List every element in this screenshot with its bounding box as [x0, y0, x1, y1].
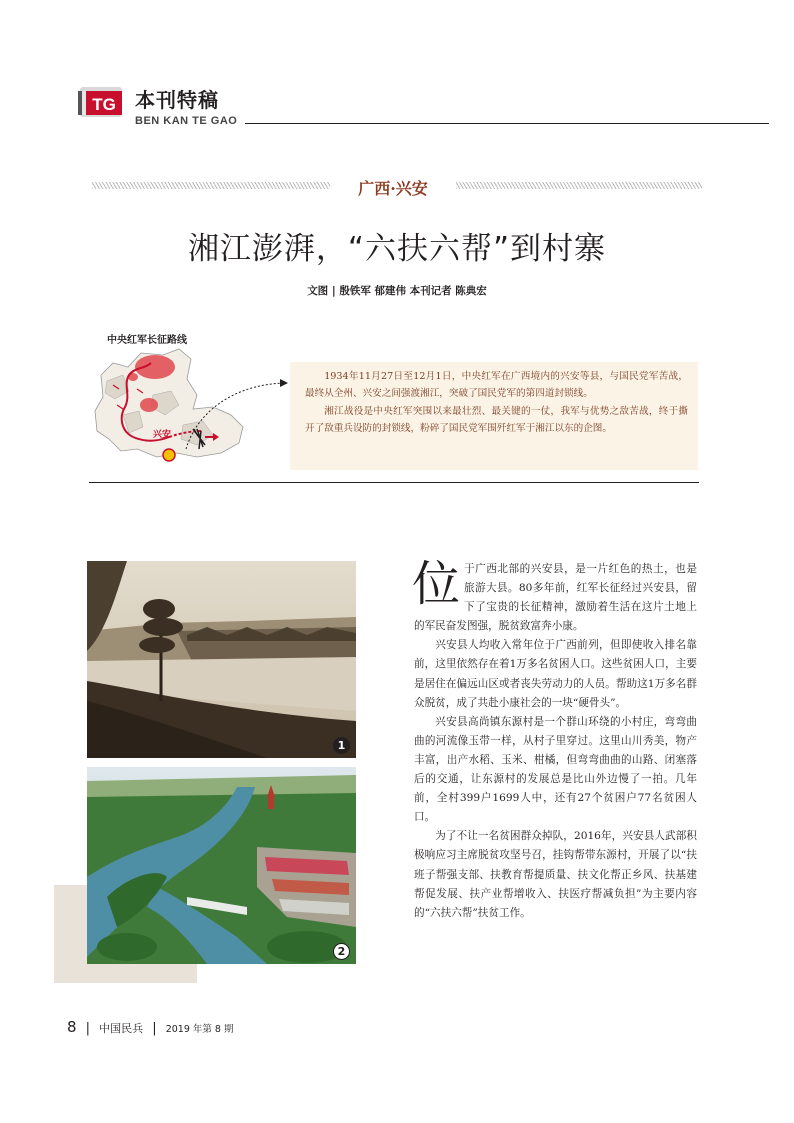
body-paragraph: 于广西北部的兴安县，是一片红色的热土，也是旅游大县。80多年前，红军长征经过兴安县，留下了宝贵的长征精神，激励着生活在这片土地上的军民奋发图强，脱贫致富奔小康。	[414, 563, 697, 633]
headline: 湘江澎湃，“六扶六帮”到村寨	[187, 231, 607, 267]
map-callout-arrow	[180, 375, 290, 455]
magazine-name: 中国民兵	[99, 1022, 144, 1035]
body-paragraph: 为了不让一名贫困群众掉队，2016年，兴安县人武部积极响应习主席脱贫攻坚号召，挂钩帮带东源村，开展了以“扶班子帮强支部、扶教育帮提质量、扶文化帮正乡风、扶基建帮促发展、扶产业帮增收入、扶医疗帮减负担”为主要内容的“六扶六帮”扶贫工作。	[414, 830, 697, 919]
section-tag: 广西·兴安	[358, 179, 428, 198]
page-number: 8	[67, 1018, 77, 1036]
intro-text	[305, 368, 688, 438]
photo-historic-village	[87, 561, 356, 758]
hatch-divider-right	[456, 182, 702, 189]
issue-number: 2019 年第 8 期	[165, 1024, 234, 1035]
dropcap-spacer	[412, 556, 464, 614]
byline: 文图 | 殷铁军 郁建伟 本刊记者 陈典宏	[307, 285, 487, 297]
column-title: 本刊特稿	[135, 88, 219, 112]
photo-aerial-village	[87, 767, 356, 964]
footer-separator: |	[85, 1021, 91, 1036]
body-paragraph: 兴安县人均收入常年位于广西前列，但即使收入排名靠前，这里依然存在着1万多名贫困人口。这些贫困人口，主要是居住在偏远山区或者丧失劳动力的人员。帮助这1万多名群众脱贫，成了共赴小康社会的一块“硬骨头”。	[414, 639, 697, 709]
section-rule	[89, 482, 699, 483]
article-body	[412, 556, 697, 923]
intro-paragraph: 湘江战役是中央红军突围以来最壮烈、最关键的一仗，我军与优势之敌苦战，终于撕开了敌重兵设防的封锁线，粉碎了国民党军围歼红军于湘江以东的企图。	[305, 405, 688, 435]
photo-badge-1: 1	[333, 737, 350, 754]
intro-paragraph: 1934年11月27日至12月1日，中央红军在广西境内的兴安等县，与国民党军苦战，最终从全州、兴安之间强渡湘江，突破了国民党军的第四道封锁线。	[305, 371, 688, 400]
hatch-divider-left	[92, 182, 330, 189]
footer-separator: |	[152, 1021, 157, 1036]
page-footer	[67, 1017, 233, 1036]
map-place-label: 兴安	[153, 430, 172, 440]
dropcap: 位	[412, 556, 461, 612]
photo-badge-2: 2	[333, 943, 350, 960]
tg-logo-text: TG	[92, 95, 116, 114]
map-title: 中央红军长征路线	[107, 335, 187, 346]
body-paragraph: 兴安县高尚镇东源村是一个群山环绕的小村庄，弯弯曲曲的河流像玉带一样，从村子里穿过。这里山川秀美，物产丰富，出产水稻、玉米、柑橘，但弯弯曲曲的山路、闭塞落后的交通，让东源村的发展总是比山外边慢了一拍。几年前，全村399户1699人中，还有27个贫困户77名贫困人口。	[414, 715, 697, 824]
column-subtitle: BEN KAN TE GAO	[135, 115, 238, 127]
tg-logo	[78, 83, 124, 121]
header-rule	[245, 123, 769, 124]
